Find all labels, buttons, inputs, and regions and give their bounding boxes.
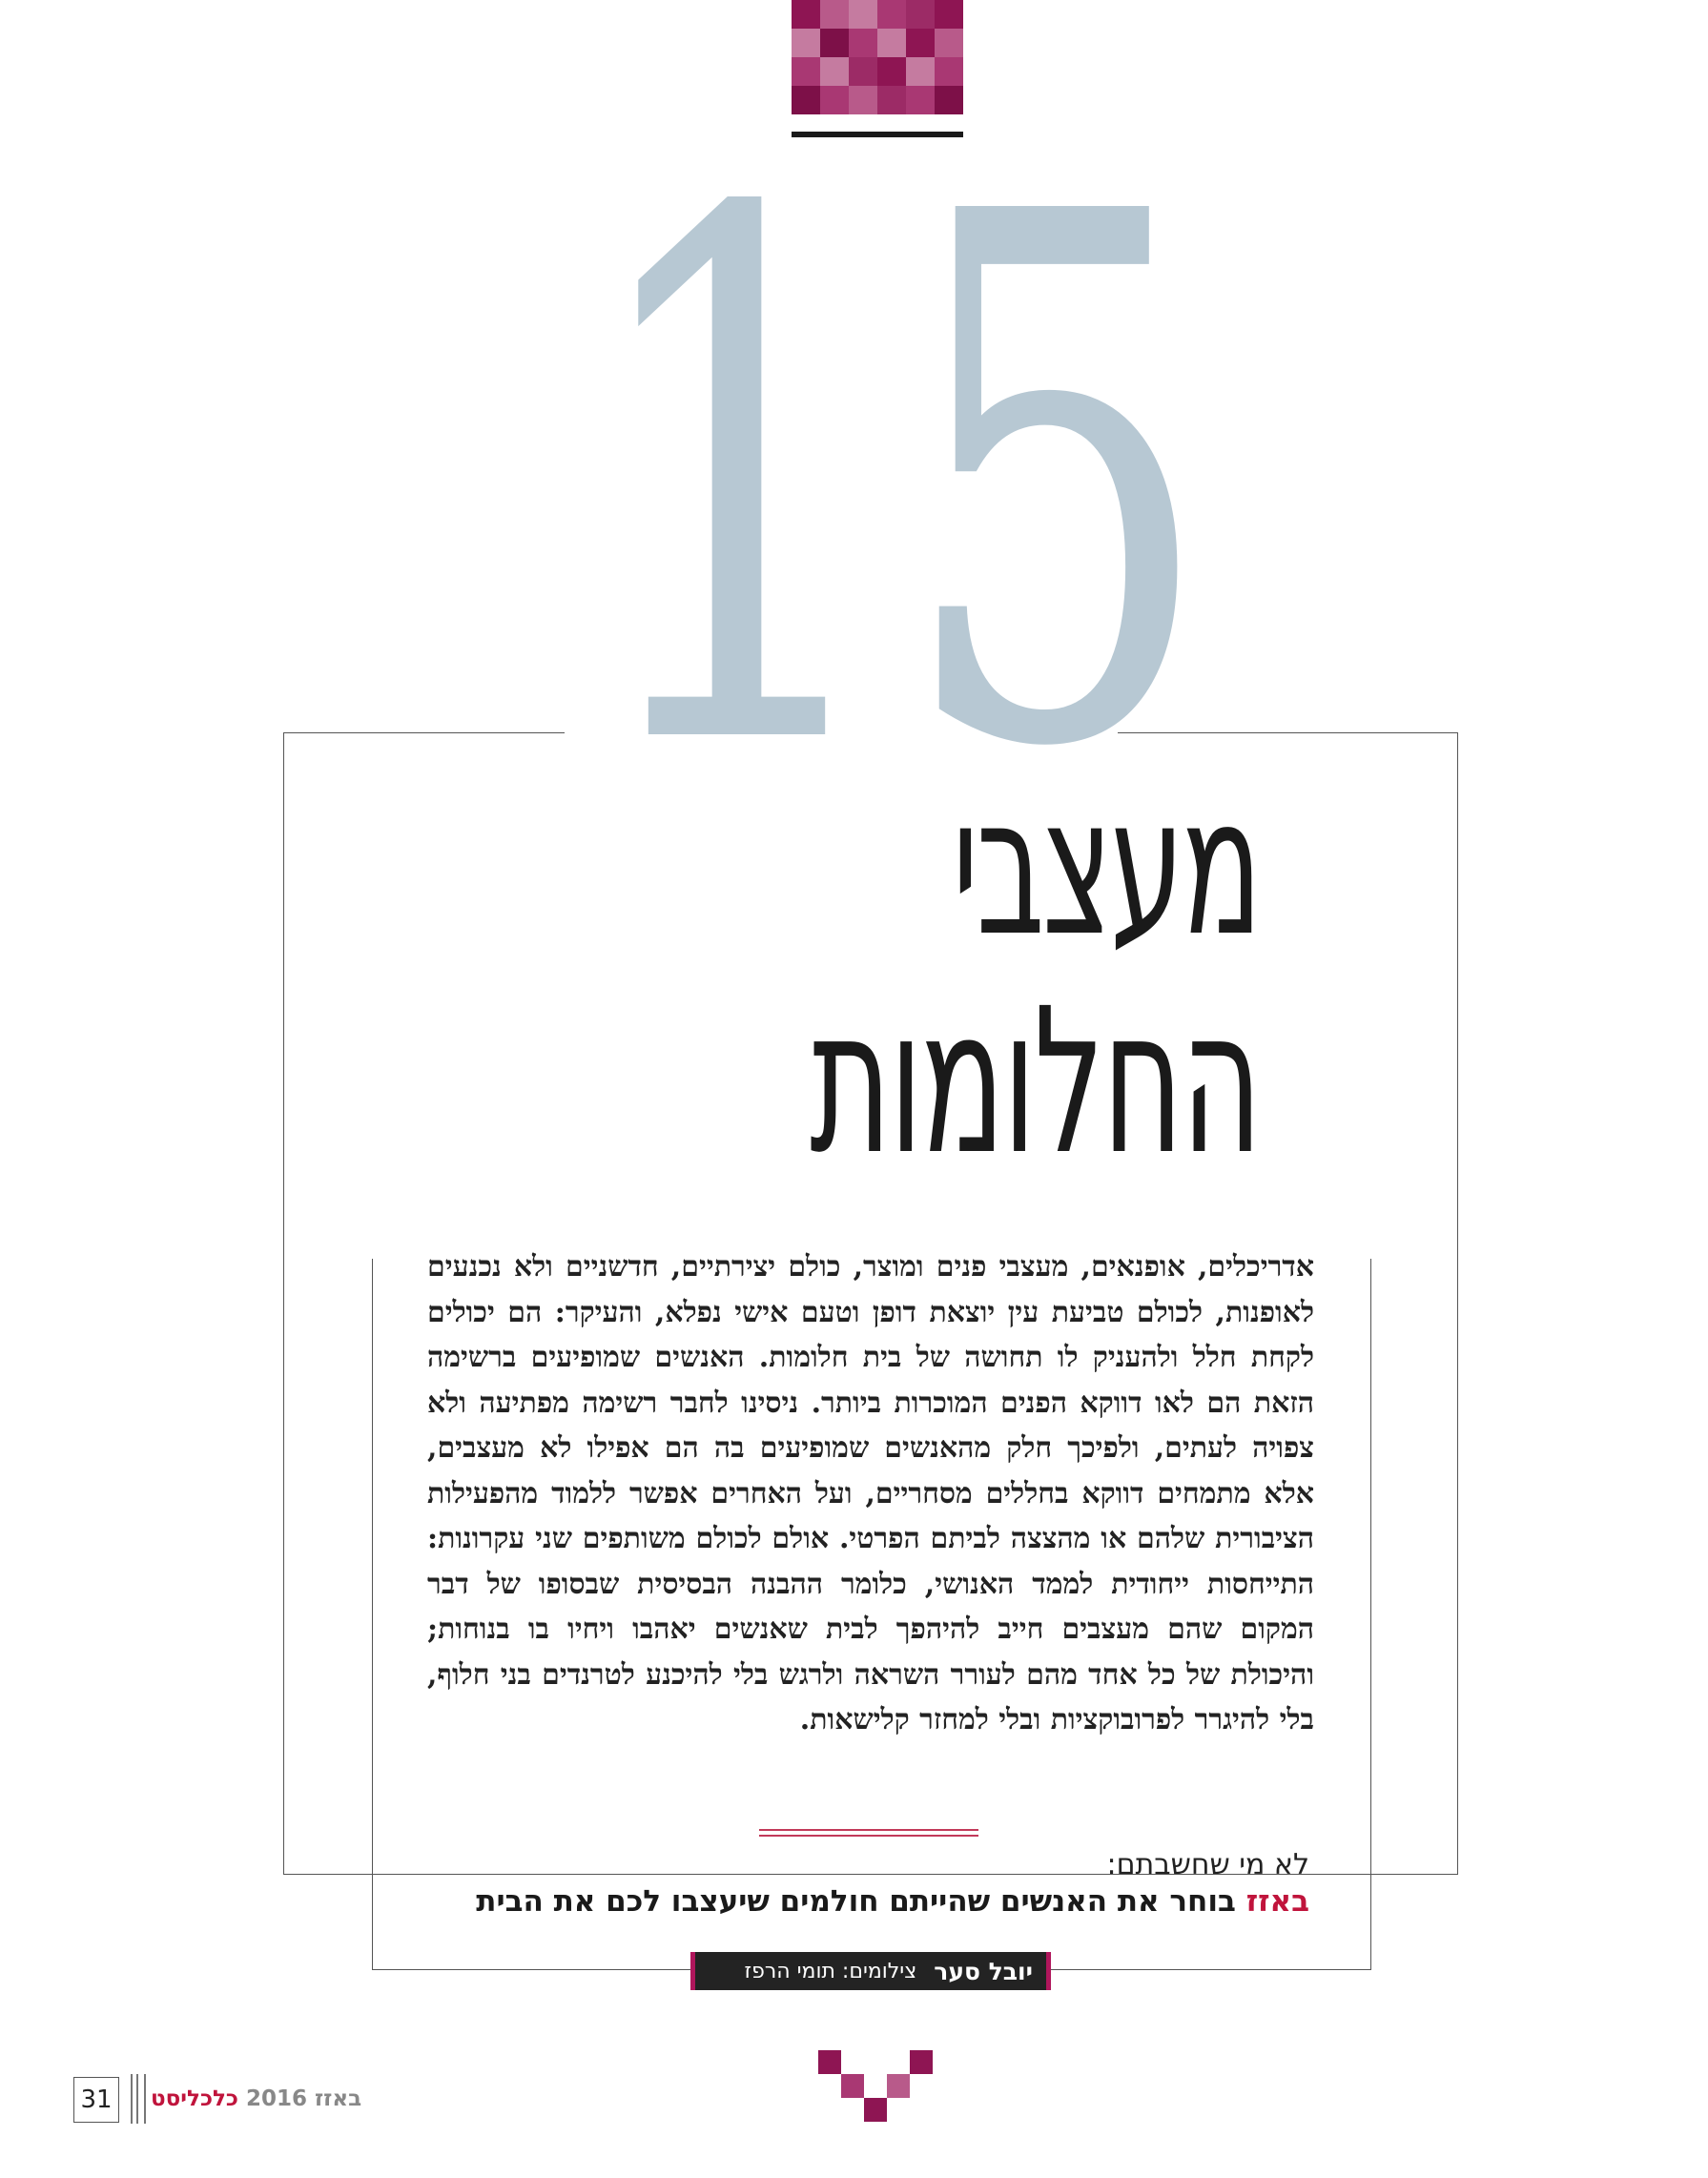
mosaic-tile: [864, 2098, 887, 2122]
mosaic-tile: [841, 2074, 864, 2098]
mosaic-tile: [818, 2074, 841, 2098]
subhead-rest: בוחר את האנשים שהייתם חולמים שיעצבו לכם את הבית: [476, 1884, 1246, 1919]
subhead-main: [476, 1884, 1309, 1919]
folio-section: באזז: [314, 2086, 362, 2111]
folio: [151, 2086, 361, 2111]
bottom-mosaic-decoration: [818, 2050, 933, 2122]
headline-line-2: החלומות: [810, 965, 1260, 1199]
page-number: 31: [73, 2077, 119, 2123]
byline-photos: צילומים: תומי הרפז: [744, 1959, 917, 1983]
divider-rule-bottom: [759, 1835, 978, 1837]
mosaic-tile: [887, 2098, 910, 2122]
mosaic-tile: [820, 29, 849, 57]
mosaic-tile: [906, 0, 935, 29]
mosaic-tile: [877, 86, 906, 114]
mosaic-tile: [849, 86, 877, 114]
mosaic-tile: [935, 86, 963, 114]
mosaic-tile: [910, 2050, 933, 2074]
subhead-kicker: לא מי שחשבתם:: [1106, 1848, 1309, 1881]
mosaic-tile: [910, 2098, 933, 2122]
mosaic-tile: [910, 2074, 933, 2098]
headline-line-1: מעצבי: [952, 756, 1260, 978]
byline-author: יובל סער: [934, 1957, 1033, 1985]
mosaic-tile: [906, 57, 935, 86]
mosaic-tile: [820, 86, 849, 114]
mosaic-tile: [887, 2074, 910, 2098]
mosaic-tile: [849, 29, 877, 57]
folio-bars-decoration: [131, 2074, 146, 2124]
mosaic-tile: [792, 57, 820, 86]
mosaic-tile: [906, 86, 935, 114]
byline-bar: [690, 1952, 1051, 1990]
article-intro-text: אדריכלים, אופנאים, מעצבי פנים ומוצר, כולם יצירתיים, חדשניים ולא נכנעים לאופנות, לכולם טביעת עין יוצאת דופן וטעם אישי נפלא, והעיקר: הם יכולים לקחת חלל ולהעניק לו תחושה של בית חלומות. האנשים שמופיעים ברשימה הזאת הם לאו דווקא הפנים המוכרות ביותר. ניסינו לחבר רשימה מפתיעה ולא צפויה לעתים, ולפיכך חלק מהאנשים שמופיעים בה הם אפילו לא מעצבים, אלא מתמחים דווקא בחללים מסחריים, ועל האחרים אפשר ללמוד מהפעילות הציבורית שלהם או מהצצה לביתם הפרטי. אולם לכולם משותפים שני עקרונות: התייחסות ייחודית לממד האנושי, כלומר ההבנה הבסיסית שבסופו של דבר המקום שהם מעצבים חייב להיהפך לבית שאנשים יאהבו ויחיו בו בנוחות; והיכולת של כל אחד מהם לעורר השראה ולרגש בלי להיכנע לטרנדים בני חלוף, בלי להיגרר לפרובוקציות ובלי למחזר קלישאות.: [427, 1250, 1314, 1736]
mosaic-tile: [935, 57, 963, 86]
mosaic-tile: [792, 86, 820, 114]
mosaic-tile: [841, 2050, 864, 2074]
mosaic-tile: [935, 0, 963, 29]
mosaic-tile: [792, 29, 820, 57]
mosaic-tile: [864, 2050, 887, 2074]
mosaic-tile: [818, 2050, 841, 2074]
mosaic-tile: [935, 29, 963, 57]
mosaic-tile: [864, 2074, 887, 2098]
subhead-brand: באזז: [1245, 1884, 1309, 1919]
mosaic-tile: [849, 57, 877, 86]
mosaic-tile: [820, 57, 849, 86]
mosaic-tile: [820, 0, 849, 29]
big-number-15: [563, 114, 1230, 782]
folio-brand: כלכליסט: [151, 2086, 238, 2111]
folio-year: 2016: [245, 2086, 307, 2111]
mosaic-tile: [887, 2050, 910, 2074]
mosaic-tile: [877, 57, 906, 86]
mosaic-tile: [841, 2098, 864, 2122]
mosaic-tile: [906, 29, 935, 57]
mosaic-tile: [849, 0, 877, 29]
mosaic-tile: [818, 2098, 841, 2122]
divider-rule-top: [759, 1829, 978, 1831]
mosaic-tile: [877, 0, 906, 29]
mosaic-tile: [792, 0, 820, 29]
mosaic-tile: [877, 29, 906, 57]
big-number-text: 15: [577, 114, 1216, 782]
